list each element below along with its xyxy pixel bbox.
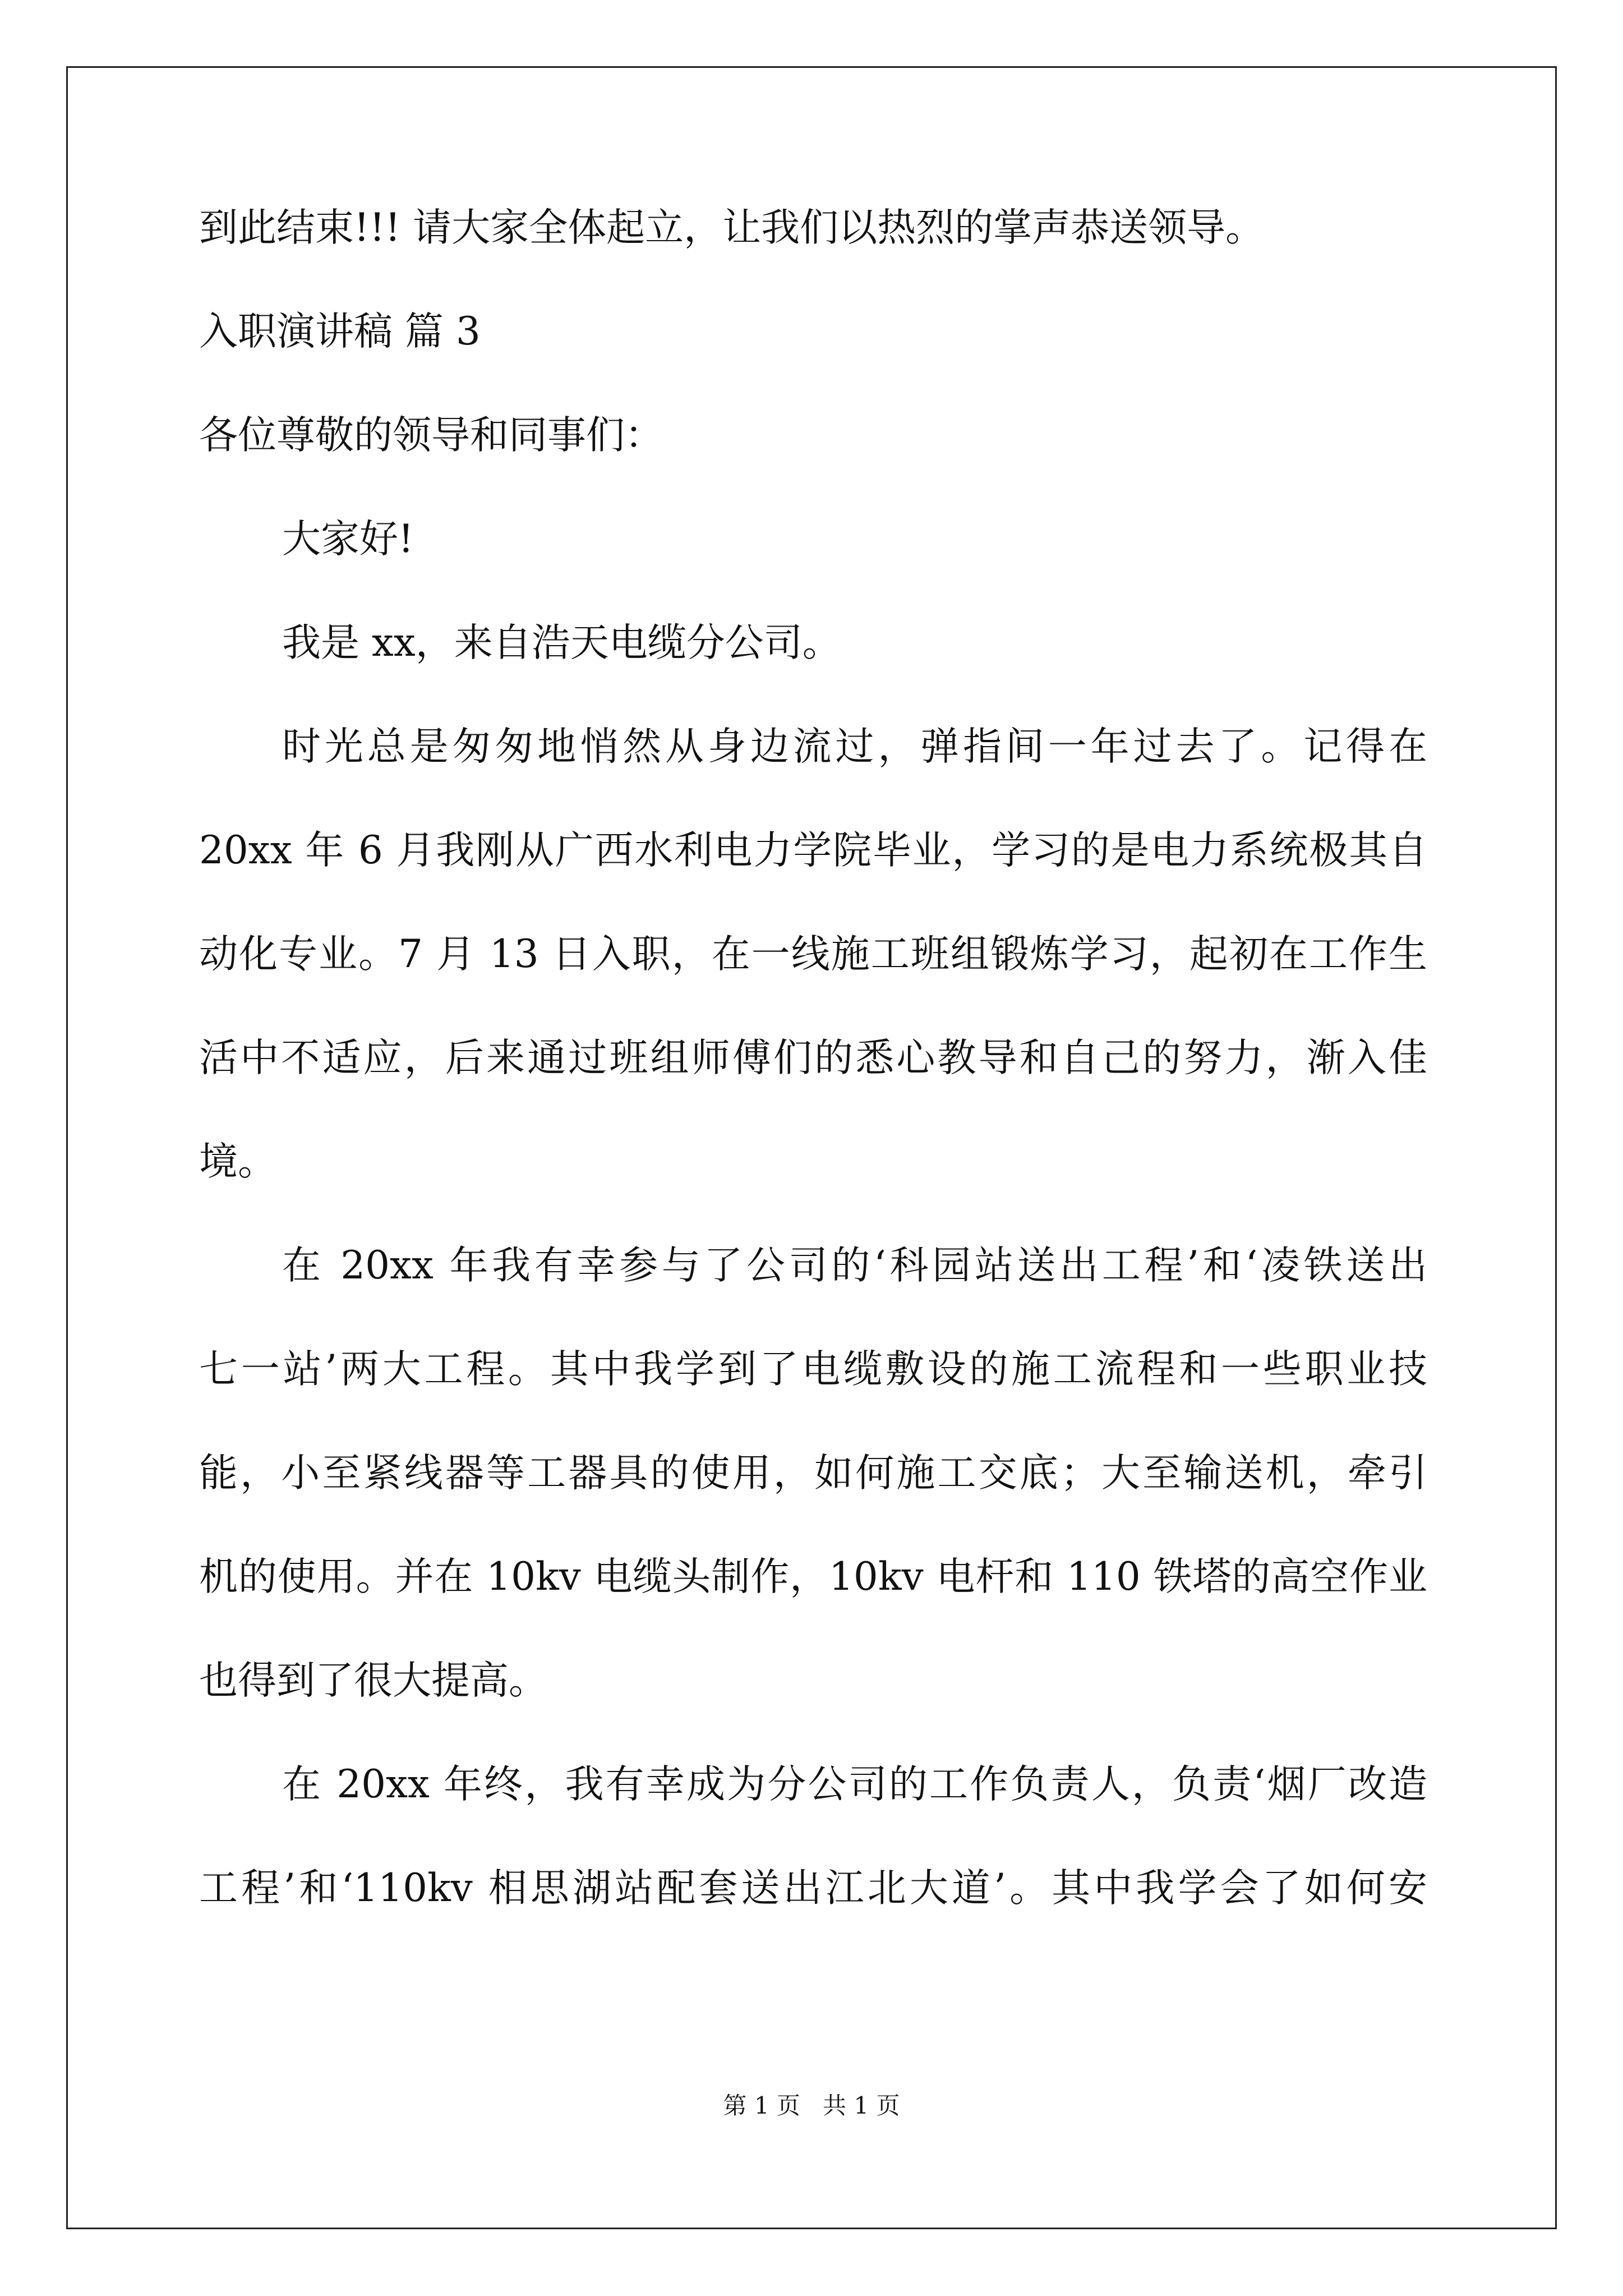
text-line: 动化专业。7 月 13 日入职，在一线施工班组锻炼学习，起初在工作生: [199, 932, 1427, 977]
page-footer: 第 1 页 共 1 页: [723, 2092, 900, 2119]
text-line: 在 20xx 年我有幸参与了公司的‘科园站送出工程’和‘凌铁送出: [282, 1243, 1427, 1288]
text-line: 机的使用。并在 10kv 电缆头制作，10kv 电杆和 110 铁塔的高空作业: [199, 1554, 1427, 1599]
text-line: 七一站’两大工程。其中我学到了电缆敷设的施工流程和一些职业技: [199, 1347, 1427, 1392]
greeting: 大家好!: [282, 517, 414, 562]
text-line: 工程’和‘110kv 相思湖站配套送出江北大道’。其中我学会了如何安: [199, 1866, 1427, 1911]
text-line: 时光总是匆匆地悄然从身边流过，弹指间一年过去了。记得在: [282, 724, 1427, 769]
salutation: 各位尊敬的领导和同事们：: [199, 413, 663, 458]
text-line: 我是 xx，来自浩天电缆分公司。: [282, 620, 841, 665]
text-line: 20xx 年 6 月我刚从广西水利电力学院毕业，学习的是电力系统极其自: [199, 828, 1427, 873]
text-line: 活中不适应，后来通过班组师傅们的悉心教导和自己的努力，渐入佳: [199, 1036, 1427, 1080]
section-heading: 入职演讲稿 篇 3: [199, 309, 481, 354]
text-line: 境。: [199, 1139, 276, 1184]
text-line: 能，小至紧线器等工器具的使用，如何施工交底；大至输送机，牵引: [199, 1451, 1427, 1496]
text-line: 在 20xx 年终，我有幸成为分公司的工作负责人，负责‘烟厂改造: [282, 1762, 1427, 1807]
document-body: [199, 202, 1427, 1966]
text-line: 也得到了很大提高。: [199, 1658, 547, 1703]
text-line: 到此结束!!! 请大家全体起立，让我们以热烈的掌声恭送领导。: [199, 205, 1265, 250]
